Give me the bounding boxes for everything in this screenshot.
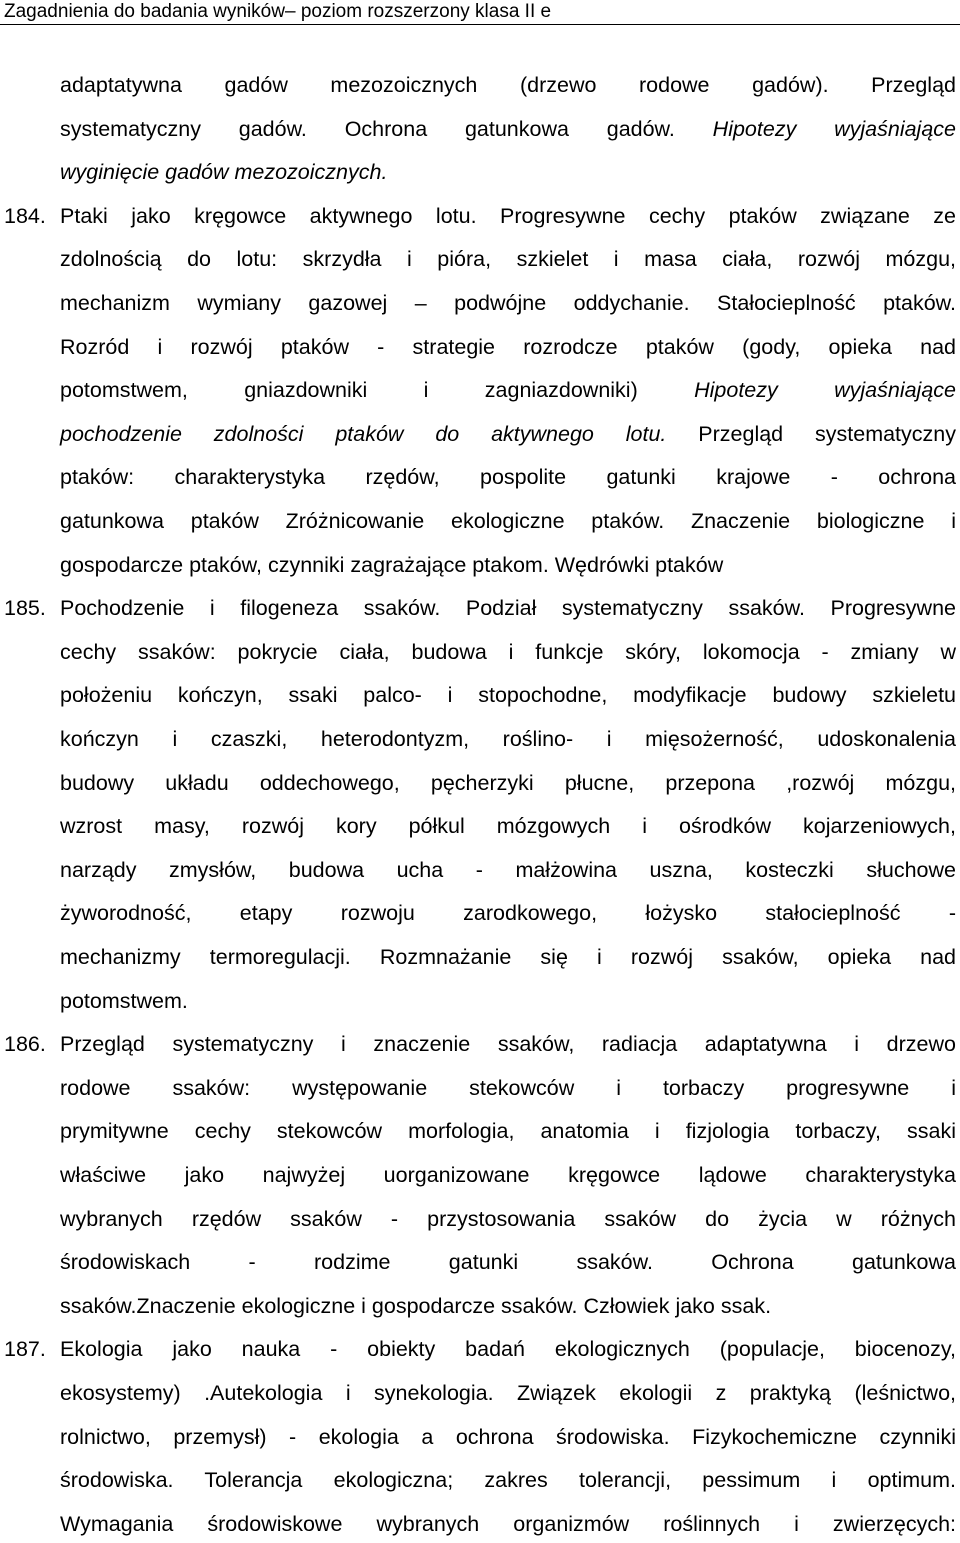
text-line: [60, 244, 956, 274]
text-line: [60, 637, 956, 667]
section-number: 184.: [4, 204, 46, 228]
text-segment: Wymagania środowiskowe wybranych organizmów roślinnych i zwierzęcych:: [60, 1512, 956, 1536]
text-line: [60, 986, 956, 1016]
italic-text: Hipotezy wyjaśniające: [712, 117, 957, 141]
text-line: [60, 898, 956, 928]
text-segment: położeniu kończyn, ssaki palco- i stopochodne, modyfikacje budowy szkieletu: [60, 683, 956, 707]
text-segment: ptaków: charakterystyka rzędów, pospolite gatunki krajowe - ochrona: [60, 465, 956, 489]
text-segment: żyworodność, etapy rozwoju zarodkowego, łożysko stałocieplność -: [60, 901, 956, 925]
text-line: [60, 1422, 956, 1452]
text-segment: Rozród i rozwój ptaków - strategie rozrodcze ptaków (gody, opieka nad: [60, 335, 956, 359]
text-line: [60, 201, 956, 231]
text-line: [60, 1334, 956, 1364]
text-line: [60, 1029, 956, 1059]
text-segment: rolnictwo, przemysł) - ekologia a ochrona środowiska. Fizykochemiczne czynniki: [60, 1425, 956, 1449]
text-line: [60, 462, 956, 492]
section-number: 187.: [4, 1337, 46, 1361]
text-segment: kończyn i czaszki, heterodontyzm, roślino- i mięsożerność, udoskonalenia: [60, 727, 956, 751]
text-segment: wybranych rzędów ssaków - przystosowania ssaków do życia w różnych: [60, 1207, 956, 1231]
text-segment: właściwe jako najwyżej uorganizowane kręgowce lądowe charakterystyka: [60, 1163, 956, 1187]
text-line: [60, 593, 956, 623]
text-segment: Przegląd systematyczny i znaczenie ssaków, radiacja adaptatywna i drzewo: [60, 1032, 956, 1056]
text-segment: środowiska. Tolerancja ekologiczna; zakres tolerancji, pessimum i optimum.: [60, 1468, 956, 1492]
text-line: [60, 1509, 956, 1539]
text-segment: gospodarcze ptaków, czynniki zagrażające ptakom. Wędrówki ptaków: [60, 553, 724, 577]
text-line: [60, 550, 956, 580]
text-segment: mechanizmy termoregulacji. Rozmnażanie się i rozwój ssaków, opieka nad: [60, 945, 956, 969]
section-number: 185.: [4, 596, 46, 620]
text-segment: wzrost masy, rozwój kory półkul mózgowych i ośrodków kojarzeniowych,: [60, 814, 956, 838]
text-segment: Przegląd systematyczny: [666, 422, 956, 446]
text-line: [60, 811, 956, 841]
text-segment: narządy zmysłów, budowa ucha - małżowina uszna, kosteczki słuchowe: [60, 858, 956, 882]
italic-text: Hipotezy wyjaśniające: [694, 378, 957, 402]
text-line: [60, 1291, 956, 1321]
text-line: [60, 114, 956, 144]
text-line: [60, 768, 956, 798]
text-segment: Ptaki jako kręgowce aktywnego lotu. Progresywne cechy ptaków związane ze: [60, 204, 956, 228]
text-line: [60, 1073, 956, 1103]
text-line: [60, 855, 956, 885]
text-line: [60, 419, 956, 449]
text-segment: Pochodzenie i filogeneza ssaków. Podział systematyczny ssaków. Progresywne: [60, 596, 956, 620]
text-line: [60, 1116, 956, 1146]
text-line: [60, 70, 956, 100]
page-header: Zagadnienia do badania wyników– poziom rozszerzony klasa II e: [0, 0, 960, 25]
text-segment: Ekologia jako nauka - obiekty badań ekologicznych (populacje, biocenozy,: [60, 1337, 956, 1361]
text-line: [60, 506, 956, 536]
text-segment: gatunkowa ptaków Zróżnicowanie ekologiczne ptaków. Znaczenie biologiczne i: [60, 509, 956, 533]
text-segment: prymitywne cechy stekowców morfologia, anatomia i fizjologia torbaczy, ssaki: [60, 1119, 956, 1143]
text-line: [60, 680, 956, 710]
text-line: [60, 724, 956, 754]
text-line: [60, 157, 956, 187]
italic-text: pochodzenie zdolności ptaków do aktywnego lotu.: [60, 422, 667, 446]
italic-text: wyginięcie gadów mezozoicznych.: [60, 160, 388, 184]
text-segment: potomstwem.: [60, 989, 188, 1013]
text-line: [60, 1247, 956, 1277]
text-line: [60, 1465, 956, 1495]
text-segment: zdolnością do lotu: skrzydła i pióra, szkielet i masa ciała, rozwój mózgu,: [60, 247, 956, 271]
section-number: 186.: [4, 1032, 46, 1056]
text-segment: cechy ssaków: pokrycie ciała, budowa i funkcje skóry, lokomocja - zmiany w: [60, 640, 956, 664]
text-segment: mechanizm wymiany gazowej – podwójne oddychanie. Stałocieplność ptaków.: [60, 291, 956, 315]
text-line: [60, 288, 956, 318]
text-segment: środowiskach - rodzime gatunki ssaków. Ochrona gatunkowa: [60, 1250, 956, 1274]
text-segment: budowy układu oddechowego, pęcherzyki płucne, przepona ,rozwój mózgu,: [60, 771, 956, 795]
text-segment: potomstwem, gniazdowniki i zagniazdowniki): [60, 378, 695, 402]
text-line: [60, 942, 956, 972]
text-line: [60, 1160, 956, 1190]
text-segment: ssaków.Znaczenie ekologiczne i gospodarcze ssaków. Człowiek jako ssak.: [60, 1294, 772, 1318]
text-segment: ekosystemy) .Autekologia i synekologia. Związek ekologii z praktyką (leśnictwo,: [60, 1381, 956, 1405]
text-line: [60, 1204, 956, 1234]
text-line: [60, 375, 956, 405]
text-line: [60, 1378, 956, 1408]
text-segment: systematyczny gadów. Ochrona gatunkowa gadów.: [60, 117, 713, 141]
text-segment: adaptatywna gadów mezozoicznych (drzewo rodowe gadów). Przegląd: [60, 73, 956, 97]
text-line: [60, 332, 956, 362]
text-segment: rodowe ssaków: występowanie stekowców i torbaczy progresywne i: [60, 1076, 956, 1100]
